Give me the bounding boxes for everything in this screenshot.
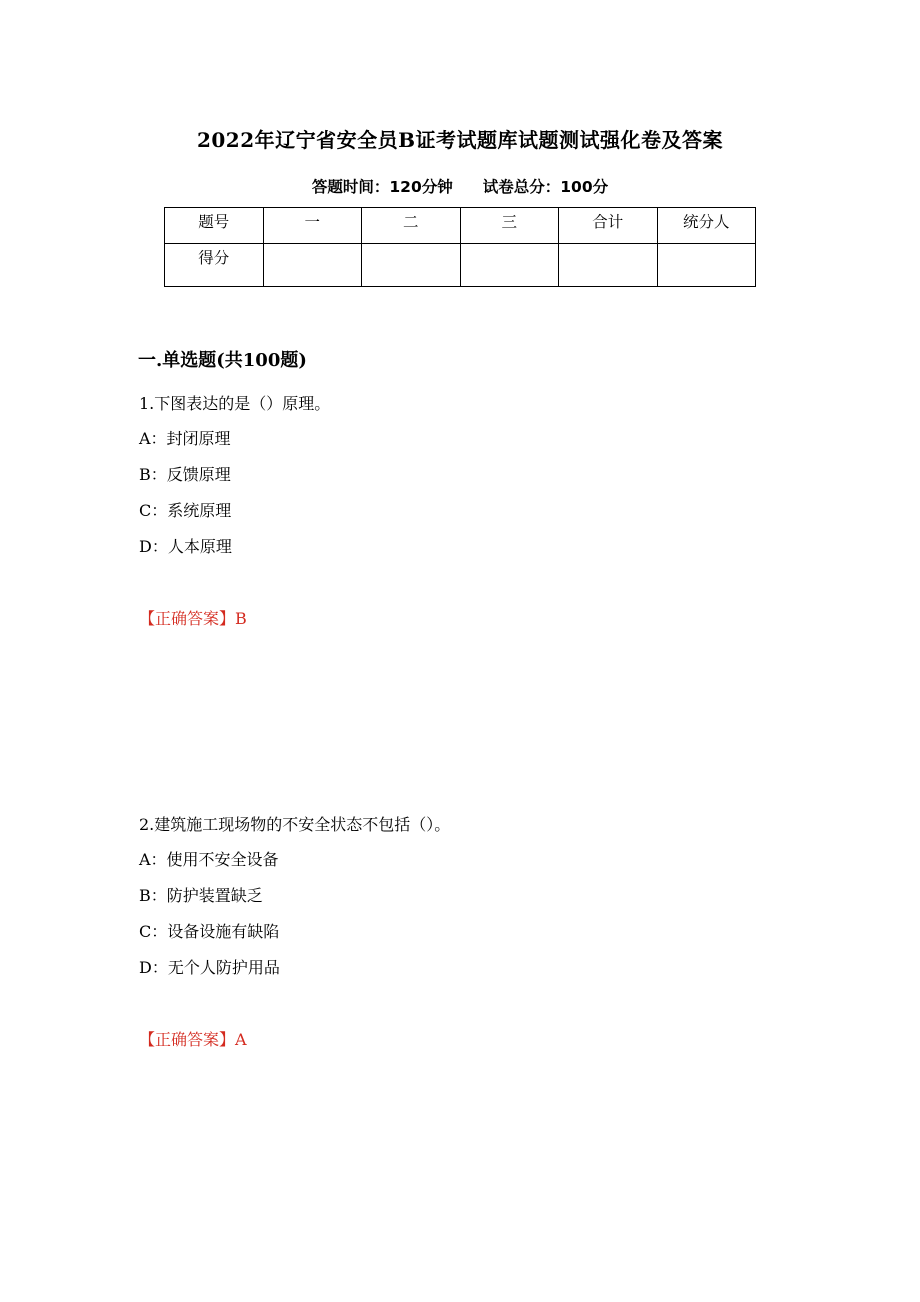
exam-time: 答题时间：120分钟 xyxy=(311,178,453,196)
question-option: B：防护装置缺乏 xyxy=(139,886,263,905)
exam-total-score: 试卷总分：100分 xyxy=(482,178,609,196)
correct-answer: 【正确答案】A xyxy=(139,1030,247,1049)
question-option: C：设备设施有缺陷 xyxy=(139,922,280,941)
score-table-header-cell: 题号 xyxy=(165,208,264,244)
question-text: 1.下图表达的是（）原理。 xyxy=(139,394,331,413)
question-text: 2.建筑施工现场物的不安全状态不包括（）。 xyxy=(139,815,451,834)
score-table-header-cell: 合计 xyxy=(559,208,658,244)
question-option: C：系统原理 xyxy=(139,501,232,520)
score-table-header-cell: 三 xyxy=(460,208,559,244)
score-table-header-row xyxy=(165,208,756,244)
score-cell xyxy=(263,244,362,287)
exam-info xyxy=(0,175,920,197)
correct-answer: 【正确答案】B xyxy=(139,609,247,628)
question-option: D：人本原理 xyxy=(139,537,232,556)
score-table-header-cell: 二 xyxy=(362,208,461,244)
question-option: B：反馈原理 xyxy=(139,465,231,484)
score-table-score-row xyxy=(165,244,756,287)
score-cell xyxy=(559,244,658,287)
score-table-header-cell: 一 xyxy=(263,208,362,244)
document-title: 2022年辽宁省安全员B证考试题库试题测试强化卷及答案 xyxy=(196,128,724,152)
question-option: D：无个人防护用品 xyxy=(139,958,280,977)
score-row-label: 得分 xyxy=(165,244,264,287)
question-option: A：封闭原理 xyxy=(139,429,231,448)
question-option: A：使用不安全设备 xyxy=(139,850,279,869)
score-table xyxy=(164,207,756,287)
score-cell xyxy=(460,244,559,287)
score-cell xyxy=(657,244,756,287)
score-cell xyxy=(362,244,461,287)
score-table-header-cell: 统分人 xyxy=(657,208,756,244)
section-heading: 一.单选题(共100题) xyxy=(138,350,307,371)
